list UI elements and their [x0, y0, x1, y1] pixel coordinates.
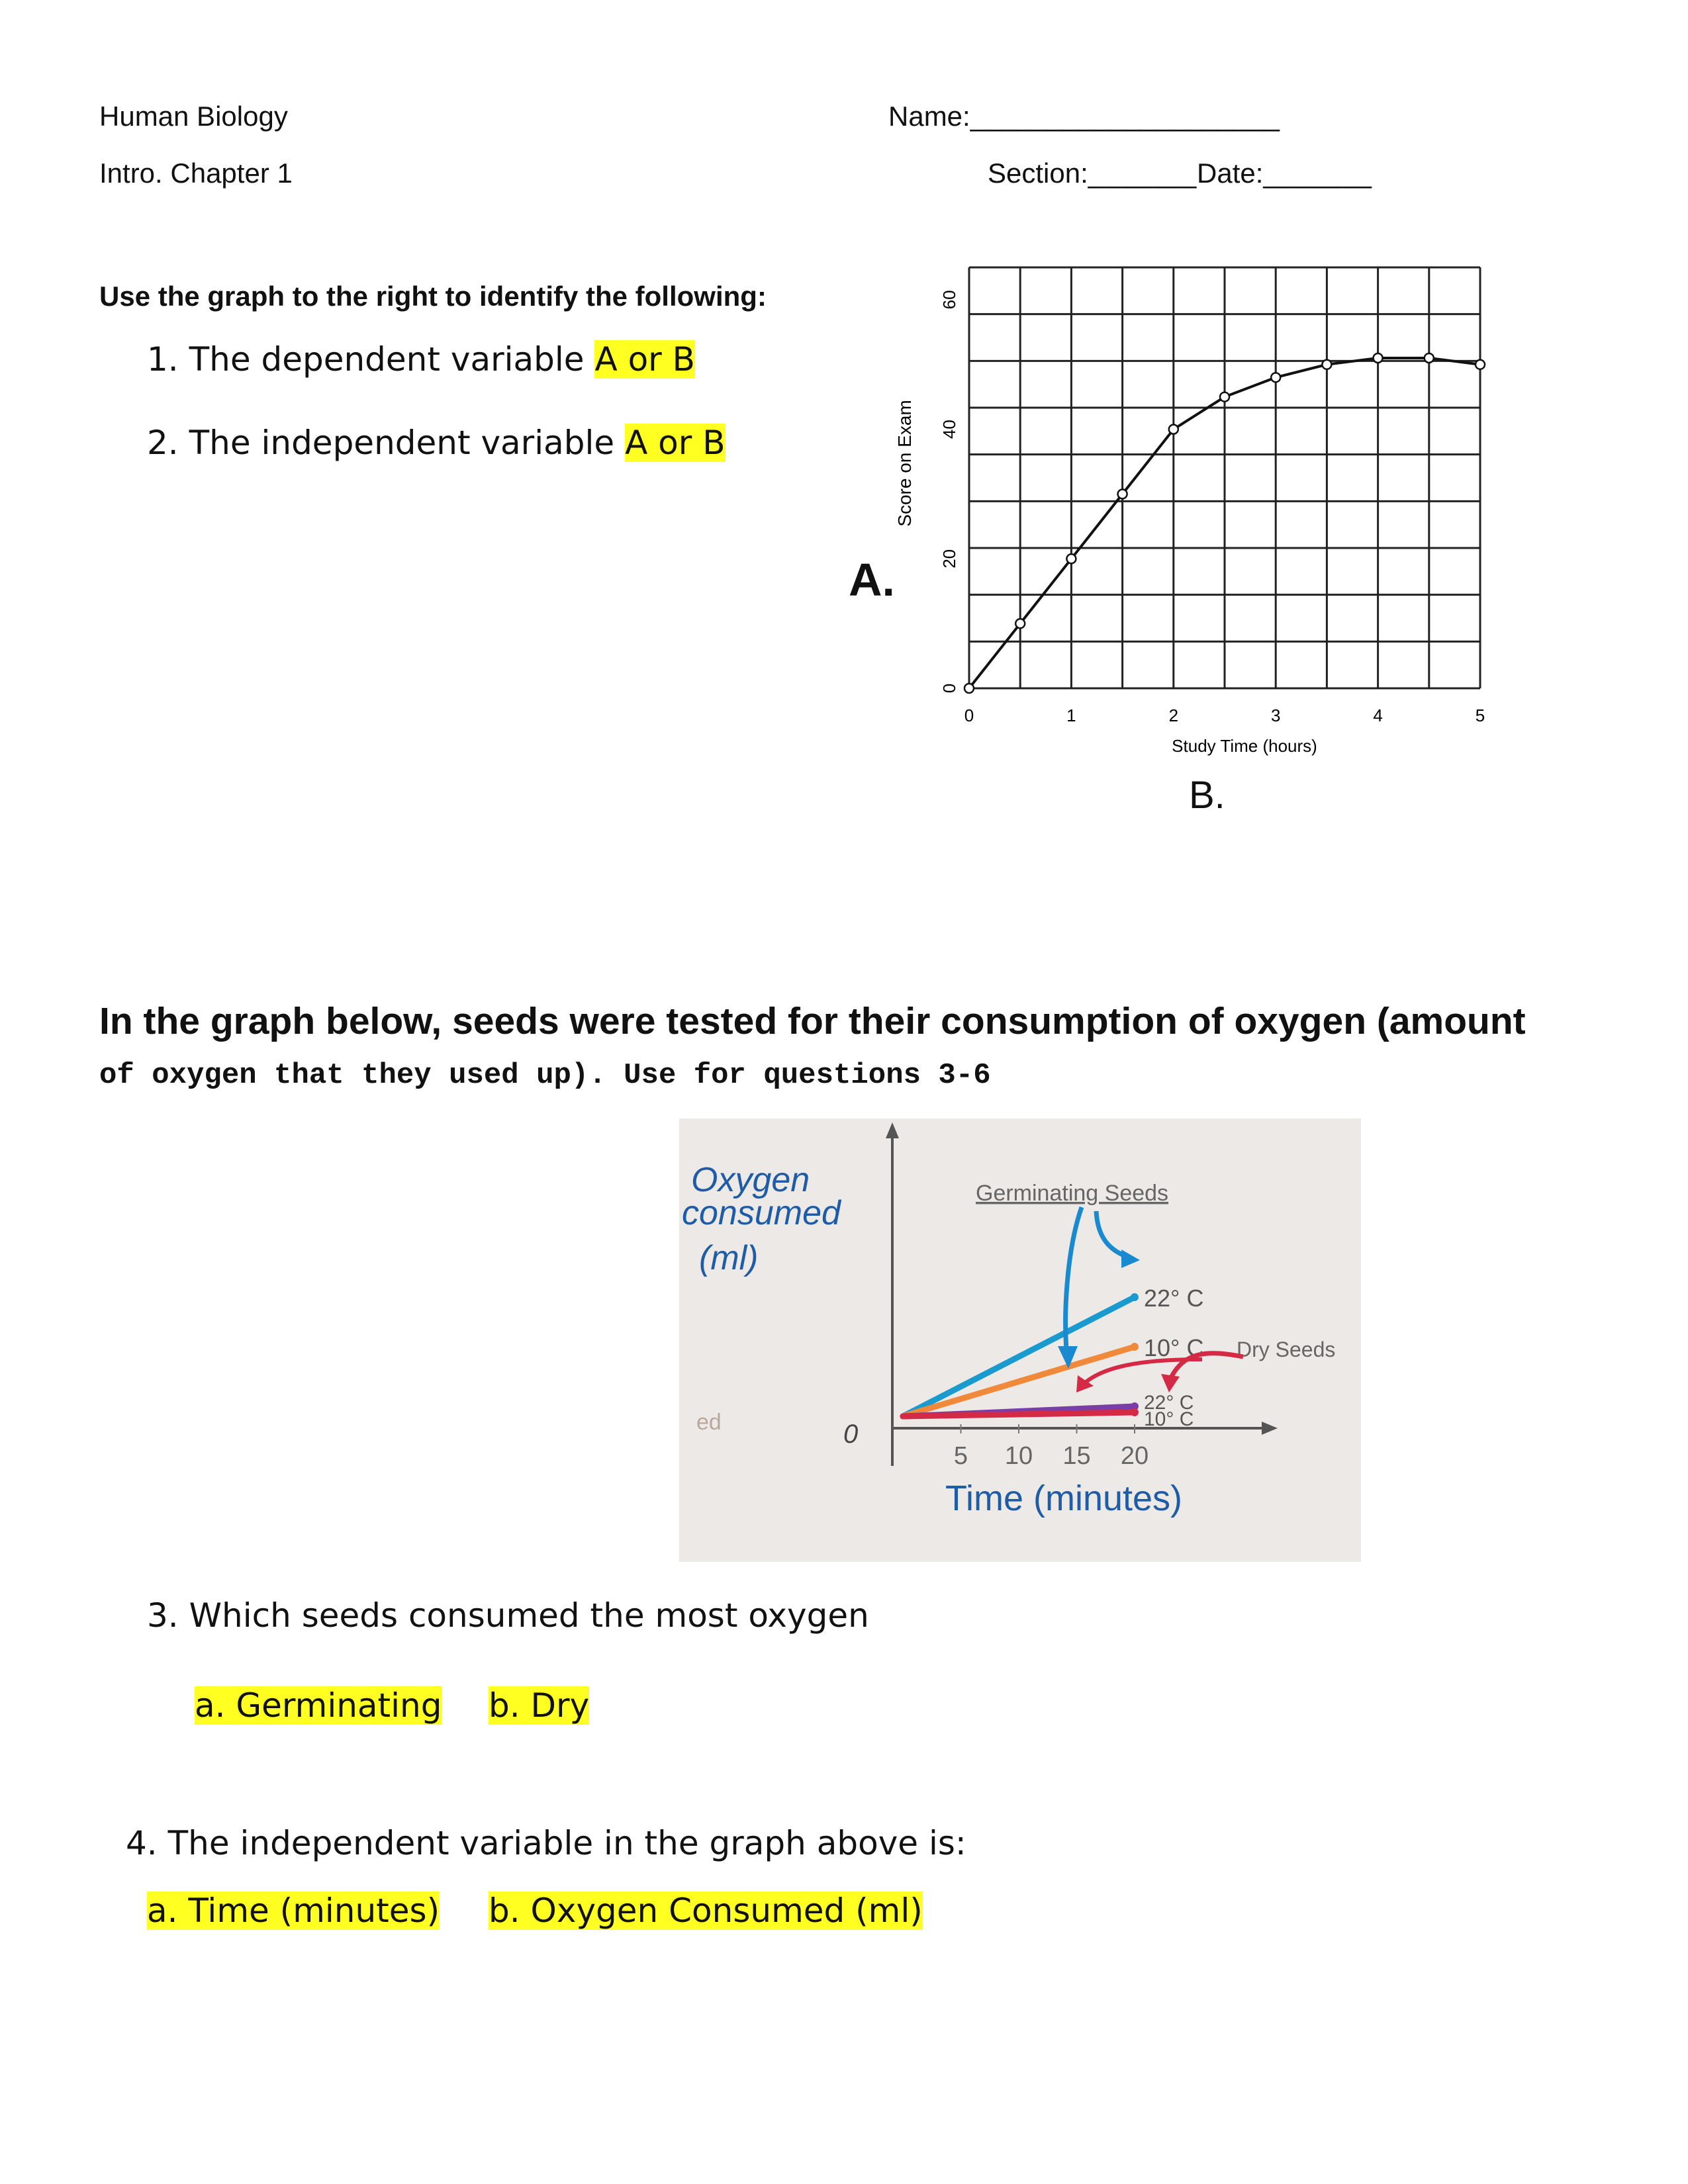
question-1 [147, 340, 695, 379]
question-3: 3. Which seeds consumed the most oxygen [147, 1596, 869, 1635]
data-point [1066, 554, 1076, 563]
question-3-option-a[interactable]: a. Germinating [195, 1686, 442, 1725]
question-2-answer: A or B [625, 424, 726, 462]
data-point [964, 684, 974, 693]
x-tick-label: 1 [1066, 705, 1076, 725]
instruction-text: Use the graph to the right to identify the following: [99, 281, 767, 312]
x-tick-label: 5 [953, 1442, 968, 1470]
question-4-option-a[interactable]: a. Time (minutes) [147, 1891, 440, 1930]
data-point [1476, 360, 1485, 369]
chapter-title: Intro. Chapter 1 [99, 158, 293, 189]
x-tick-label: 5 [1475, 705, 1485, 725]
series-end-point [1131, 1343, 1139, 1351]
y-tick-label: 20 [939, 549, 959, 569]
question-1-answer: A or B [594, 340, 695, 379]
axis-label-a: A. [849, 554, 895, 606]
data-point [1118, 489, 1127, 498]
x-tick-label: 3 [1270, 705, 1281, 725]
date-field[interactable]: Date:_______ [1197, 158, 1372, 189]
y-axis-label-line: consumed [682, 1194, 841, 1232]
question-3-option-b[interactable]: b. Dry [489, 1686, 590, 1725]
question-2-text: 2. The independent variable [147, 424, 615, 462]
data-point [1015, 619, 1025, 628]
series-label: 10° C [1144, 1408, 1194, 1430]
y-axis-label-line: (ml) [699, 1239, 759, 1277]
course-title: Human Biology [99, 101, 288, 132]
x-axis-label: Study Time (hours) [1172, 736, 1317, 756]
data-point [1322, 360, 1331, 369]
data-point [1425, 353, 1434, 363]
question-4: 4. The independent variable in the graph above is: [126, 1824, 966, 1862]
x-tick-label: 4 [1373, 705, 1383, 725]
y-axis-label: Score on Exam [894, 400, 915, 527]
y-tick-label: 0 [939, 683, 959, 694]
x-tick-label: 10 [1004, 1442, 1033, 1470]
series-label: 22° C [1144, 1392, 1194, 1414]
x-tick-label: 2 [1168, 705, 1179, 725]
series-end-point [1131, 1408, 1139, 1416]
edge-mark: ed [696, 1410, 722, 1435]
series-label: 10° C [1144, 1334, 1204, 1361]
section-field[interactable]: Section:_______ [988, 158, 1197, 189]
series-line [903, 1412, 1135, 1416]
study-time-chart [887, 258, 1503, 774]
data-point [1374, 353, 1383, 363]
x-tick-label: 20 [1120, 1442, 1149, 1470]
section-heading: In the graph below, seeds were tested for their consumption of oxygen (amount [99, 1000, 1526, 1042]
y-axis-label-line: Oxygen [691, 1161, 810, 1199]
series-label: 22° C [1144, 1285, 1204, 1312]
oxygen-chart [679, 1118, 1361, 1562]
question-4-option-b[interactable]: b. Oxygen Consumed (ml) [489, 1891, 923, 1930]
x-tick-label: 15 [1062, 1442, 1091, 1470]
series-end-point [1131, 1293, 1139, 1301]
y-tick-label: 40 [939, 420, 959, 439]
y-tick-label: 60 [939, 290, 959, 310]
origin-label: 0 [843, 1420, 859, 1449]
axis-label-b: B. [1189, 774, 1225, 817]
question-2 [147, 424, 726, 462]
section-subheading: of oxygen that they used up). Use for questions 3-6 [99, 1059, 991, 1092]
data-point [1271, 373, 1280, 382]
name-field[interactable]: Name:____________________ [888, 101, 1280, 132]
question-1-text: 1. The dependent variable [147, 340, 585, 379]
x-axis-label: Time (minutes) [945, 1479, 1183, 1518]
x-tick-label: 0 [964, 705, 974, 725]
group-label-germinating: Germinating Seeds [976, 1181, 1169, 1206]
data-point [1169, 425, 1178, 434]
data-point [1220, 392, 1229, 402]
group-label-dry: Dry Seeds [1237, 1338, 1336, 1361]
